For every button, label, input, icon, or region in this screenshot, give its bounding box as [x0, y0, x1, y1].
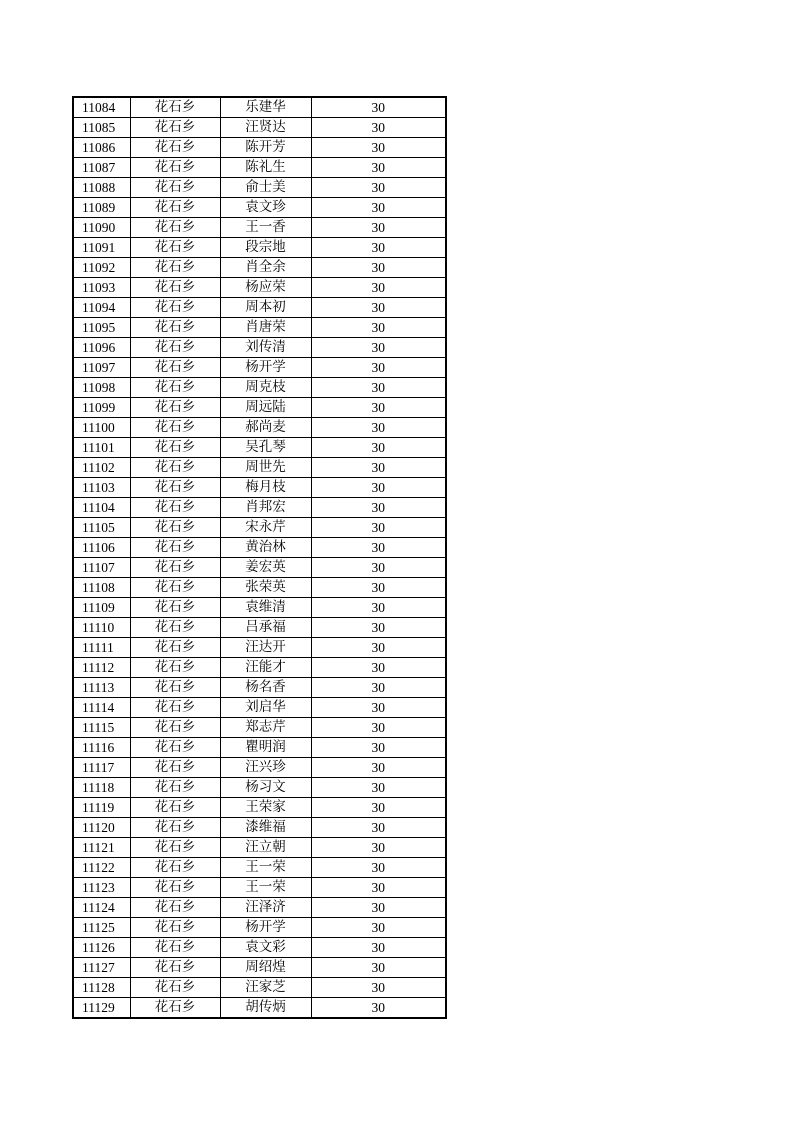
- cell-amount: 30: [311, 878, 446, 898]
- cell-town: 花石乡: [130, 678, 220, 698]
- table-row: [73, 638, 446, 658]
- cell-name: 袁文珍: [220, 198, 311, 218]
- cell-town: 花石乡: [130, 458, 220, 478]
- cell-name: 王一香: [220, 218, 311, 238]
- cell-town: 花石乡: [130, 658, 220, 678]
- table-row: [73, 97, 446, 118]
- cell-name: 汪兴珍: [220, 758, 311, 778]
- table-row: [73, 838, 446, 858]
- cell-name: 陈开芳: [220, 138, 311, 158]
- cell-town: 花石乡: [130, 838, 220, 858]
- cell-id: 11109: [73, 598, 130, 618]
- cell-town: 花石乡: [130, 298, 220, 318]
- cell-amount: 30: [311, 858, 446, 878]
- cell-id: 11096: [73, 338, 130, 358]
- table-row: [73, 478, 446, 498]
- cell-name: 肖全余: [220, 258, 311, 278]
- cell-town: 花石乡: [130, 118, 220, 138]
- cell-id: 11115: [73, 718, 130, 738]
- cell-name: 姜宏英: [220, 558, 311, 578]
- cell-town: 花石乡: [130, 238, 220, 258]
- cell-id: 11086: [73, 138, 130, 158]
- table-row: [73, 398, 446, 418]
- table-row: [73, 498, 446, 518]
- table-row: [73, 878, 446, 898]
- table-row: [73, 658, 446, 678]
- table-row: [73, 798, 446, 818]
- cell-amount: 30: [311, 478, 446, 498]
- table-row: [73, 298, 446, 318]
- cell-name: 杨名香: [220, 678, 311, 698]
- cell-id: 11123: [73, 878, 130, 898]
- cell-id: 11084: [73, 97, 130, 118]
- cell-id: 11102: [73, 458, 130, 478]
- cell-amount: 30: [311, 278, 446, 298]
- cell-id: 11116: [73, 738, 130, 758]
- cell-name: 张荣英: [220, 578, 311, 598]
- cell-amount: 30: [311, 298, 446, 318]
- cell-amount: 30: [311, 758, 446, 778]
- table-row: [73, 698, 446, 718]
- cell-name: 周本初: [220, 298, 311, 318]
- cell-id: 11128: [73, 978, 130, 998]
- cell-name: 周绍煌: [220, 958, 311, 978]
- cell-town: 花石乡: [130, 478, 220, 498]
- cell-id: 11101: [73, 438, 130, 458]
- cell-town: 花石乡: [130, 778, 220, 798]
- cell-id: 11110: [73, 618, 130, 638]
- cell-id: 11124: [73, 898, 130, 918]
- cell-town: 花石乡: [130, 898, 220, 918]
- table-row: [73, 218, 446, 238]
- cell-name: 杨开学: [220, 358, 311, 378]
- cell-id: 11090: [73, 218, 130, 238]
- cell-name: 刘启华: [220, 698, 311, 718]
- cell-town: 花石乡: [130, 598, 220, 618]
- cell-town: 花石乡: [130, 858, 220, 878]
- table-row: [73, 378, 446, 398]
- cell-amount: 30: [311, 998, 446, 1019]
- cell-amount: 30: [311, 558, 446, 578]
- cell-id: 11095: [73, 318, 130, 338]
- cell-amount: 30: [311, 718, 446, 738]
- cell-id: 11104: [73, 498, 130, 518]
- cell-town: 花石乡: [130, 198, 220, 218]
- table-row: [73, 198, 446, 218]
- cell-amount: 30: [311, 818, 446, 838]
- table-row: [73, 978, 446, 998]
- cell-id: 11127: [73, 958, 130, 978]
- cell-amount: 30: [311, 838, 446, 858]
- cell-id: 11092: [73, 258, 130, 278]
- cell-name: 肖唐荣: [220, 318, 311, 338]
- cell-id: 11098: [73, 378, 130, 398]
- table-row: [73, 758, 446, 778]
- cell-amount: 30: [311, 458, 446, 478]
- cell-town: 花石乡: [130, 278, 220, 298]
- table-row: [73, 518, 446, 538]
- table-row: [73, 898, 446, 918]
- cell-name: 杨习文: [220, 778, 311, 798]
- cell-id: 11088: [73, 178, 130, 198]
- cell-id: 11097: [73, 358, 130, 378]
- cell-name: 肖邦宏: [220, 498, 311, 518]
- cell-amount: 30: [311, 398, 446, 418]
- table-row: [73, 678, 446, 698]
- table-row: [73, 118, 446, 138]
- cell-name: 黄治林: [220, 538, 311, 558]
- cell-amount: 30: [311, 978, 446, 998]
- cell-id: 11085: [73, 118, 130, 138]
- table-row: [73, 938, 446, 958]
- cell-name: 乐建华: [220, 97, 311, 118]
- cell-amount: 30: [311, 118, 446, 138]
- cell-amount: 30: [311, 198, 446, 218]
- table-row: [73, 138, 446, 158]
- cell-id: 11113: [73, 678, 130, 698]
- cell-name: 杨开学: [220, 918, 311, 938]
- cell-town: 花石乡: [130, 878, 220, 898]
- cell-amount: 30: [311, 498, 446, 518]
- cell-name: 汪能才: [220, 658, 311, 678]
- cell-name: 汪达开: [220, 638, 311, 658]
- cell-id: 11117: [73, 758, 130, 778]
- table-row: [73, 278, 446, 298]
- cell-id: 11112: [73, 658, 130, 678]
- cell-town: 花石乡: [130, 698, 220, 718]
- cell-amount: 30: [311, 678, 446, 698]
- cell-amount: 30: [311, 238, 446, 258]
- cell-amount: 30: [311, 898, 446, 918]
- table-row: [73, 718, 446, 738]
- cell-town: 花石乡: [130, 318, 220, 338]
- cell-town: 花石乡: [130, 398, 220, 418]
- cell-name: 刘传清: [220, 338, 311, 358]
- cell-id: 11111: [73, 638, 130, 658]
- cell-id: 11087: [73, 158, 130, 178]
- cell-town: 花石乡: [130, 338, 220, 358]
- cell-town: 花石乡: [130, 158, 220, 178]
- cell-name: 袁维清: [220, 598, 311, 618]
- cell-name: 王荣家: [220, 798, 311, 818]
- cell-town: 花石乡: [130, 558, 220, 578]
- cell-town: 花石乡: [130, 358, 220, 378]
- cell-name: 陈礼生: [220, 158, 311, 178]
- cell-amount: 30: [311, 698, 446, 718]
- cell-amount: 30: [311, 658, 446, 678]
- cell-id: 11106: [73, 538, 130, 558]
- cell-amount: 30: [311, 778, 446, 798]
- cell-amount: 30: [311, 358, 446, 378]
- table-row: [73, 178, 446, 198]
- cell-name: 郝尚麦: [220, 418, 311, 438]
- cell-id: 11108: [73, 578, 130, 598]
- cell-id: 11103: [73, 478, 130, 498]
- table-row: [73, 558, 446, 578]
- cell-name: 周克枝: [220, 378, 311, 398]
- table-row: [73, 458, 446, 478]
- cell-name: 瞿明润: [220, 738, 311, 758]
- cell-amount: 30: [311, 158, 446, 178]
- cell-town: 花石乡: [130, 718, 220, 738]
- cell-id: 11099: [73, 398, 130, 418]
- cell-amount: 30: [311, 418, 446, 438]
- cell-id: 11125: [73, 918, 130, 938]
- cell-name: 吕承福: [220, 618, 311, 638]
- cell-amount: 30: [311, 518, 446, 538]
- cell-id: 11089: [73, 198, 130, 218]
- cell-name: 汪立朝: [220, 838, 311, 858]
- cell-name: 段宗地: [220, 238, 311, 258]
- cell-amount: 30: [311, 798, 446, 818]
- cell-town: 花石乡: [130, 578, 220, 598]
- cell-name: 梅月枝: [220, 478, 311, 498]
- cell-town: 花石乡: [130, 498, 220, 518]
- cell-town: 花石乡: [130, 958, 220, 978]
- table-row: [73, 918, 446, 938]
- table-row: [73, 358, 446, 378]
- table-row: [73, 438, 446, 458]
- cell-town: 花石乡: [130, 638, 220, 658]
- cell-town: 花石乡: [130, 918, 220, 938]
- cell-amount: 30: [311, 378, 446, 398]
- cell-amount: 30: [311, 138, 446, 158]
- cell-id: 11120: [73, 818, 130, 838]
- cell-town: 花石乡: [130, 97, 220, 118]
- cell-amount: 30: [311, 618, 446, 638]
- table-row: [73, 738, 446, 758]
- table-row: [73, 958, 446, 978]
- table-row: [73, 598, 446, 618]
- cell-town: 花石乡: [130, 818, 220, 838]
- cell-town: 花石乡: [130, 178, 220, 198]
- cell-town: 花石乡: [130, 418, 220, 438]
- table-row: [73, 858, 446, 878]
- cell-town: 花石乡: [130, 938, 220, 958]
- cell-town: 花石乡: [130, 258, 220, 278]
- cell-amount: 30: [311, 638, 446, 658]
- table-row: [73, 998, 446, 1019]
- cell-id: 11100: [73, 418, 130, 438]
- table-row: [73, 238, 446, 258]
- cell-id: 11105: [73, 518, 130, 538]
- cell-amount: 30: [311, 97, 446, 118]
- cell-name: 胡传炳: [220, 998, 311, 1019]
- cell-amount: 30: [311, 918, 446, 938]
- table-body: [73, 97, 446, 1018]
- cell-town: 花石乡: [130, 798, 220, 818]
- cell-amount: 30: [311, 598, 446, 618]
- table-row: [73, 258, 446, 278]
- data-table: [72, 96, 447, 1019]
- cell-id: 11114: [73, 698, 130, 718]
- cell-amount: 30: [311, 178, 446, 198]
- cell-name: 汪泽济: [220, 898, 311, 918]
- cell-id: 11118: [73, 778, 130, 798]
- cell-town: 花石乡: [130, 518, 220, 538]
- cell-name: 宋永芹: [220, 518, 311, 538]
- cell-id: 11094: [73, 298, 130, 318]
- table-row: [73, 418, 446, 438]
- cell-town: 花石乡: [130, 218, 220, 238]
- cell-name: 王一荣: [220, 878, 311, 898]
- cell-amount: 30: [311, 538, 446, 558]
- table-row: [73, 338, 446, 358]
- cell-town: 花石乡: [130, 618, 220, 638]
- cell-name: 杨应荣: [220, 278, 311, 298]
- cell-amount: 30: [311, 318, 446, 338]
- cell-town: 花石乡: [130, 538, 220, 558]
- cell-amount: 30: [311, 958, 446, 978]
- cell-amount: 30: [311, 938, 446, 958]
- cell-id: 11121: [73, 838, 130, 858]
- cell-town: 花石乡: [130, 758, 220, 778]
- cell-town: 花石乡: [130, 378, 220, 398]
- cell-id: 11107: [73, 558, 130, 578]
- cell-town: 花石乡: [130, 998, 220, 1019]
- cell-id: 11129: [73, 998, 130, 1019]
- table-row: [73, 578, 446, 598]
- cell-amount: 30: [311, 258, 446, 278]
- cell-town: 花石乡: [130, 138, 220, 158]
- table-row: [73, 818, 446, 838]
- cell-id: 11126: [73, 938, 130, 958]
- table-row: [73, 318, 446, 338]
- cell-amount: 30: [311, 738, 446, 758]
- cell-amount: 30: [311, 218, 446, 238]
- cell-amount: 30: [311, 438, 446, 458]
- cell-town: 花石乡: [130, 738, 220, 758]
- cell-id: 11093: [73, 278, 130, 298]
- table-row: [73, 618, 446, 638]
- cell-amount: 30: [311, 338, 446, 358]
- cell-name: 周远陆: [220, 398, 311, 418]
- cell-id: 11119: [73, 798, 130, 818]
- cell-amount: 30: [311, 578, 446, 598]
- cell-town: 花石乡: [130, 978, 220, 998]
- table-row: [73, 158, 446, 178]
- cell-name: 周世先: [220, 458, 311, 478]
- table-row: [73, 778, 446, 798]
- cell-id: 11091: [73, 238, 130, 258]
- cell-name: 袁文彩: [220, 938, 311, 958]
- cell-town: 花石乡: [130, 438, 220, 458]
- cell-name: 王一荣: [220, 858, 311, 878]
- cell-id: 11122: [73, 858, 130, 878]
- cell-name: 汪贤达: [220, 118, 311, 138]
- cell-name: 郑志芹: [220, 718, 311, 738]
- cell-name: 汪家芝: [220, 978, 311, 998]
- cell-name: 漆维福: [220, 818, 311, 838]
- table-row: [73, 538, 446, 558]
- cell-name: 俞士美: [220, 178, 311, 198]
- cell-name: 吴孔琴: [220, 438, 311, 458]
